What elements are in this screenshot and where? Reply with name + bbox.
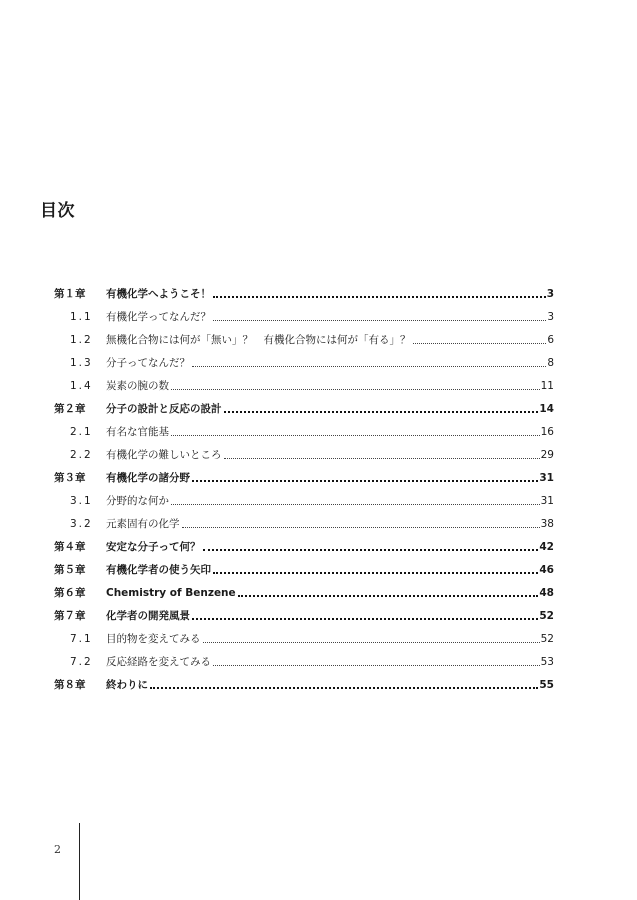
toc-entry-number: 3.1 xyxy=(70,495,93,507)
toc-dot-leader xyxy=(213,563,538,577)
toc-section-entry[interactable] xyxy=(54,347,554,370)
toc-dot-leader xyxy=(413,333,547,347)
page-number: 2 xyxy=(54,843,61,856)
toc-entry-page: 14 xyxy=(539,403,554,415)
toc-entry-number: 7.2 xyxy=(70,656,93,668)
toc-dot-leader xyxy=(224,448,540,462)
toc-entry-page: 38 xyxy=(540,518,554,530)
toc-chapter-entry[interactable] xyxy=(54,393,554,416)
toc-entry-title: 炭素の腕の数 xyxy=(106,380,169,392)
toc-entry-number: 1.3 xyxy=(70,357,93,369)
toc-section-entry[interactable] xyxy=(54,623,554,646)
toc-entry-page: 52 xyxy=(540,633,554,645)
toc-entry-title: Chemistry of Benzene xyxy=(106,587,236,599)
toc-dot-leader xyxy=(171,494,540,508)
toc-chapter-entry[interactable] xyxy=(54,531,554,554)
toc-chapter-entry[interactable] xyxy=(54,462,554,485)
toc-section-entry[interactable] xyxy=(54,324,554,347)
toc-entry-title: 安定な分子って何？ xyxy=(106,541,201,553)
toc-entry-page: 6 xyxy=(547,334,554,346)
toc-dot-leader xyxy=(182,517,540,531)
toc-dot-leader xyxy=(171,379,540,393)
toc-chapter-entry[interactable] xyxy=(54,600,554,623)
toc-section-entry[interactable] xyxy=(54,508,554,531)
toc-entry-number: 第５章 xyxy=(54,564,86,576)
toc-section-entry[interactable] xyxy=(54,646,554,669)
toc-entry-number: 第７章 xyxy=(54,610,86,622)
toc-section-entry[interactable] xyxy=(54,485,554,508)
toc-entry-title: 有機化学へようこそ！ xyxy=(106,288,211,300)
toc-entry-number: 3.2 xyxy=(70,518,93,530)
toc-entry-title: 元素固有の化学 xyxy=(106,518,180,530)
toc-entry-number: 第６章 xyxy=(54,587,86,599)
toc-entry-page: 3 xyxy=(547,311,554,323)
toc-chapter-entry[interactable] xyxy=(54,278,554,301)
toc-dot-leader xyxy=(150,678,538,692)
toc-entry-number: 1.2 xyxy=(70,334,93,346)
toc-entry-title: 終わりに xyxy=(106,679,148,691)
toc-entry-title: 有名な官能基 xyxy=(106,426,169,438)
toc-entry-number: 第３章 xyxy=(54,472,86,484)
toc-entry-number: 2.2 xyxy=(70,449,93,461)
toc-entry-page: 16 xyxy=(540,426,554,438)
toc-entry-title: 有機化学者の使う矢印 xyxy=(106,564,211,576)
toc-dot-leader xyxy=(203,632,540,646)
toc-dot-leader xyxy=(213,655,540,669)
toc-dot-leader xyxy=(213,310,546,324)
toc-entry-number: 第２章 xyxy=(54,403,86,415)
toc-section-entry[interactable] xyxy=(54,439,554,462)
toc-entry-title: 有機化学の難しいところ xyxy=(106,449,222,461)
toc-entry-title: 分子の設計と反応の設計 xyxy=(106,403,222,415)
toc-chapter-entry[interactable] xyxy=(54,577,554,600)
toc-chapter-entry[interactable] xyxy=(54,669,554,692)
toc-entry-page: 52 xyxy=(539,610,554,622)
toc-entry-number: 7.1 xyxy=(70,633,93,645)
toc-dot-leader xyxy=(192,356,546,370)
toc-entry-page: 55 xyxy=(539,679,554,691)
toc-entry-page: 11 xyxy=(540,380,554,392)
footer-rule xyxy=(79,823,80,900)
page-title: 目次 xyxy=(40,201,75,221)
table-of-contents xyxy=(54,278,554,692)
toc-entry-title: 有機化学の諸分野 xyxy=(106,472,190,484)
toc-entry-page: 46 xyxy=(539,564,554,576)
toc-entry-page: 53 xyxy=(540,656,554,668)
toc-section-entry[interactable] xyxy=(54,301,554,324)
toc-entry-number: 1.4 xyxy=(70,380,93,392)
toc-entry-title: 分子ってなんだ？ xyxy=(106,357,190,369)
toc-entry-page: 3 xyxy=(546,288,554,300)
toc-entry-page: 31 xyxy=(540,495,554,507)
toc-entry-page: 8 xyxy=(547,357,554,369)
toc-entry-number: 第８章 xyxy=(54,679,86,691)
toc-section-entry[interactable] xyxy=(54,416,554,439)
toc-entry-title: 有機化学ってなんだ？ xyxy=(106,311,211,323)
toc-entry-page: 48 xyxy=(539,587,554,599)
toc-dot-leader xyxy=(192,471,538,485)
toc-entry-number: 第４章 xyxy=(54,541,86,553)
toc-entry-number: 2.1 xyxy=(70,426,93,438)
toc-entry-title: 化学者の開発風景 xyxy=(106,610,190,622)
toc-entry-title: 分野的な何か xyxy=(106,495,169,507)
toc-dot-leader xyxy=(213,287,546,301)
toc-dot-leader xyxy=(224,402,539,416)
toc-section-entry[interactable] xyxy=(54,370,554,393)
toc-entry-title: 目的物を変えてみる xyxy=(106,633,201,645)
toc-entry-number: 第１章 xyxy=(54,288,86,300)
toc-entry-page: 31 xyxy=(539,472,554,484)
toc-dot-leader xyxy=(238,586,539,600)
toc-entry-title: 反応経路を変えてみる xyxy=(106,656,211,668)
toc-dot-leader xyxy=(171,425,540,439)
toc-dot-leader xyxy=(192,609,538,623)
toc-entry-title: 無機化合物には何が「無い」？ 有機化合物には何が「有る」？ xyxy=(106,334,411,346)
toc-dot-leader xyxy=(203,540,539,554)
toc-chapter-entry[interactable] xyxy=(54,554,554,577)
toc-entry-page: 42 xyxy=(539,541,554,553)
toc-entry-number: 1.1 xyxy=(70,311,93,323)
toc-entry-page: 29 xyxy=(540,449,554,461)
